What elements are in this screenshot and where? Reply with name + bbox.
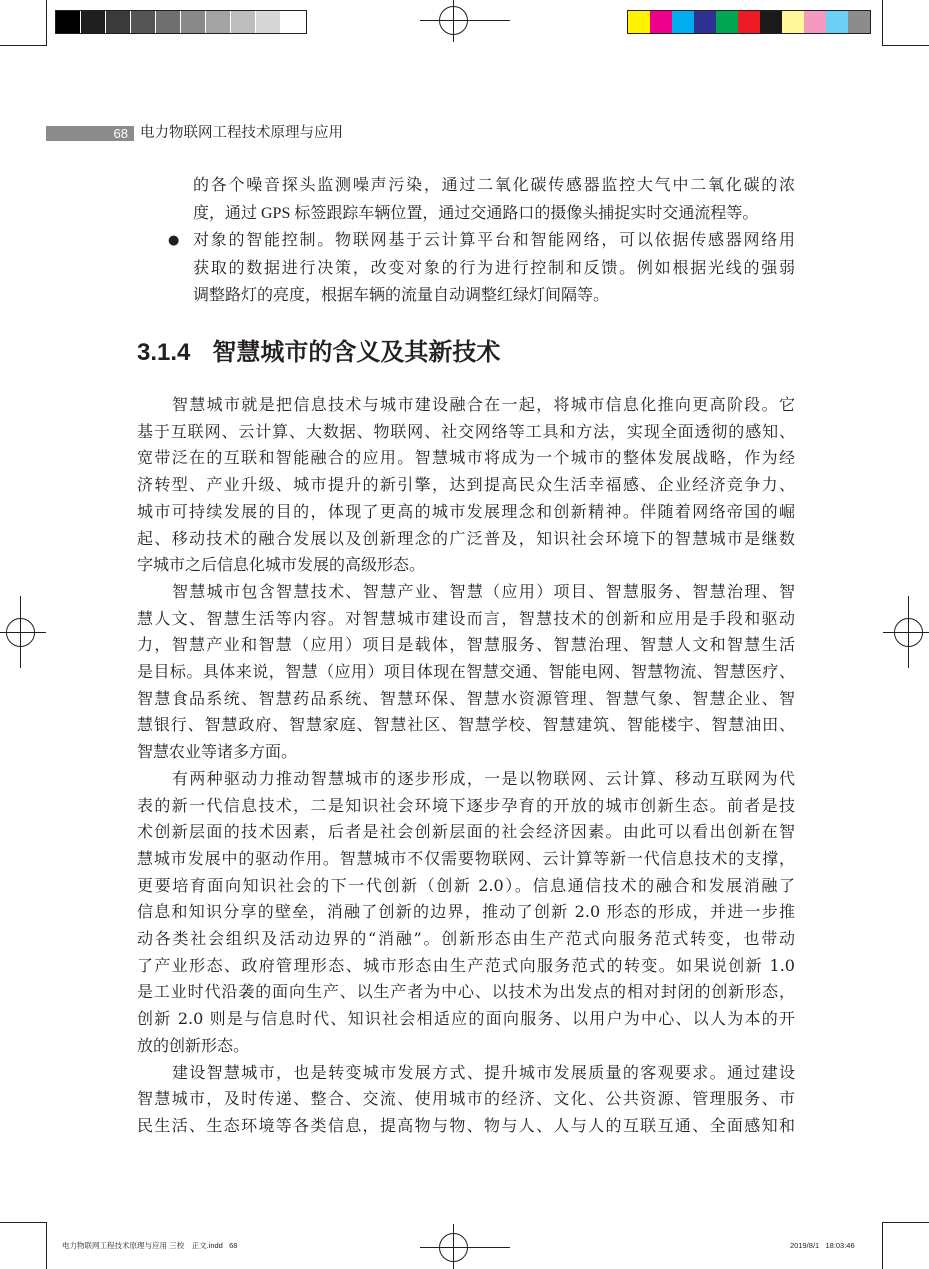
paragraph-line: 更要培育面向知识社会的下一代创新（创新 2.0）。信息通信技术的融合和发展消融了 [137,875,795,895]
gray-patch [56,11,81,33]
paragraph-line: 是工业时代沿袭的面向生产、以生产者为中心、以技术为出发点的相对封闭的创新形态， [137,982,795,1002]
grayscale-ramp [55,10,307,34]
paragraph-line: 智慧城市包含智慧技术、智慧产业、智慧（应用）项目、智慧服务、智慧治理、智 [172,581,795,601]
color-patch [672,11,694,33]
bullet-list [193,172,795,310]
paragraph-line: 智慧城市就是把信息技术与城市建设融合在一起，将城市信息化推向更高阶段。它 [172,395,795,414]
color-patch [628,11,650,33]
paragraph-line: 信息和知识分享的壁垒，消融了创新的边界，推动了创新 2.0 形态的形成，并进一步推 [137,902,795,922]
paragraph-line: 是目标。具体来说，智慧（应用）项目体现在智慧交通、智能电网、智慧物流、智慧医疗、 [137,662,795,682]
slug-file-info: 电力物联网工程技术原理与应用 三校 正文.indd 68 [62,1241,238,1250]
paragraph-line: 智慧食品系统、智慧药品系统、智慧环保、智慧水资源管理、智慧气象、智慧企业、智 [137,688,795,708]
color-patch [694,11,716,33]
section-heading [137,338,500,368]
color-patch [826,11,848,33]
paragraph-line: 宽带泛在的互联和智能融合的应用。智慧城市将成为一个城市的整体发展战略，作为经 [137,448,795,468]
paragraph-line: 基于互联网、云计算、大数据、物联网、社交网络等工具和方法，实现全面透彻的感知、 [137,421,795,441]
registration-mark-top [420,0,510,42]
paragraph-line: 慧城市发展中的驱动作用。智慧城市不仅需要物联网、云计算等新一代信息技术的支撑， [137,848,795,868]
list-continuation-line: 的各个噪音探头监测噪声污染，通过二氧化碳传感器监控大气中二氧化碳的浓 [193,177,795,194]
color-patch [782,11,804,33]
paragraph-line: 慧人文、智慧生活等内容。对智慧城市建设而言，智慧技术的创新和应用是手段和驱动 [137,608,795,628]
crop-mark-top-right [883,0,929,46]
color-control-bar [627,10,871,34]
gray-patch [181,11,206,33]
crop-mark-bottom-left [0,1223,47,1269]
paragraph-line: 慧银行、智慧政府、智慧家庭、智慧社区、智慧学校、智慧建筑、智能楼宇、智慧油田、 [137,715,795,735]
paragraph-line: 力，智慧产业和智慧（应用）项目是载体，智慧服务、智慧治理、智慧人文和智慧生活 [137,635,795,655]
paragraph-line: 有两种驱动力推动智慧城市的逐步形成，一是以物联网、云计算、移动互联网为代 [172,768,795,788]
paragraph-line: 了产业形态、政府管理形态、城市形态由生产范式向服务范式的转变。如果说创新 1.0 [137,955,795,975]
gray-patch [156,11,181,33]
color-patch [804,11,826,33]
paragraph-line: 起、移动技术的融合发展以及创新理念的广泛普及，知识社会环境下的智慧城市是继数 [137,528,795,548]
paragraph-line: 动各类社会组织及活动边界的“消融”。创新形态由生产范式向服务范式转变，也带动 [137,929,795,949]
slug-timestamp: 2019/8/1 18:03:46 [790,1241,855,1250]
color-patch [738,11,760,33]
paragraph-line: 表的新一代信息技术，二是知识社会环境下逐步孕育的开放的城市创新生态。前者是技 [137,795,795,815]
paragraph-line: 智慧农业等诸多方面。 [137,742,298,762]
color-patch [848,11,870,33]
bullet-item-line: 调整路灯的亮度，根据车辆的流量自动调整红绿灯间隔等。 [193,287,610,304]
paragraph-line: 民生活、生态环境等各类信息，提高物与物、物与人、人与人的互联互通、全面感知和 [137,1115,795,1135]
crop-mark-bottom-right [883,1223,929,1269]
gray-patch [231,11,256,33]
gray-patch [256,11,281,33]
bullet-dot-icon: ● [168,233,180,248]
color-patch [716,11,738,33]
section-number: 3.1.4 [137,339,191,366]
paragraph-line: 城市可持续发展的目的，体现了更高的城市发展理念和创新精神。伴随着网络帝国的崛 [137,501,795,521]
paragraph-line: 建设智慧城市，也是转变城市发展方式、提升城市发展质量的客观要求。通过建设 [172,1062,795,1082]
color-patch [760,11,782,33]
section-title: 智慧城市的含义及其新技术 [212,339,501,366]
page-number-tab [46,126,134,141]
body-text [137,392,795,1140]
paragraph-line: 放的创新形态。 [137,1035,250,1055]
paragraph-line: 智慧城市，及时传递、整合、交流、使用城市的经济、文化、公共资源、管理服务、市 [137,1089,795,1109]
registration-mark-right [883,596,929,668]
registration-mark-left [0,596,46,668]
list-continuation-line: 度，通过 GPS 标签跟踪车辆位置，通过交通路口的摄像头捕捉实时交通流程等。 [193,204,759,222]
bullet-item-line: 获取的数据进行决策，改变对象的行为进行控制和反馈。例如根据光线的强弱 [193,259,795,277]
gray-patch [106,11,131,33]
bullet-item-line: 对象的智能控制。物联网基于云计算平台和智能网络，可以依据传感器网络用 [193,232,795,249]
paragraph-line: 字城市之后信息化城市发展的高级形态。 [137,555,426,575]
gray-patch [81,11,106,33]
paragraph-line: 创新 2.0 则是与信息时代、知识社会相适应的面向服务、以用户为中心、以人为本的开 [137,1009,795,1029]
running-title: 电力物联网工程技术原理与应用 [140,125,343,141]
gray-patch [206,11,231,33]
paragraph-line: 济转型、产业升级、城市提升的新引擎，达到提高民众生活幸福感、企业经济竞争力、 [137,475,795,495]
page-number: 68 [113,126,128,141]
color-patch [650,11,672,33]
registration-mark-bottom [420,1224,510,1269]
paragraph-line: 术创新层面的技术因素，后者是社会创新层面的社会经济因素。由此可以看出创新在智 [137,822,795,842]
gray-patch [131,11,156,33]
gray-patch [281,11,306,33]
crop-mark-top-left [0,0,47,46]
